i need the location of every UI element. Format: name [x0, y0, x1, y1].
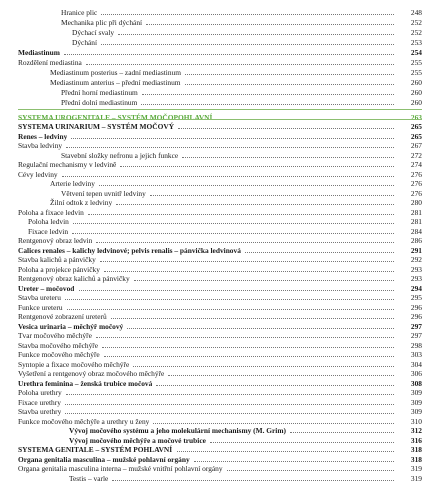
toc-entry-page: 303: [410, 350, 422, 359]
toc-entry: [0, 265, 432, 274]
dot-leader: [99, 179, 394, 186]
toc-entry-title: Vývoj močového systému a jeho molekulární mechanismy (M. Grim): [69, 426, 286, 435]
toc-entry-title: Ureter – močovod: [18, 284, 75, 293]
toc-entry: [0, 113, 432, 122]
dot-leader: [101, 38, 394, 45]
toc-entry: [0, 151, 432, 160]
toc-entry-title: Arterie ledviny: [50, 179, 95, 188]
dot-leader: [146, 18, 394, 25]
toc-entry-title: Přední horní mediastinum: [61, 88, 138, 97]
dot-leader: [111, 312, 394, 319]
toc-entry-page: 284: [410, 227, 422, 236]
dot-leader: [104, 265, 394, 272]
toc-entry: [0, 255, 432, 264]
dot-leader: [185, 68, 394, 75]
toc-entry-title: Funkce ureteru: [18, 303, 63, 312]
toc-entry-page: 260: [410, 88, 422, 97]
dot-leader: [65, 398, 394, 405]
toc-entry: [0, 350, 432, 359]
toc-entry: [0, 284, 432, 293]
toc-entry-title: Cévy ledviny: [18, 170, 58, 179]
dot-leader: [153, 417, 394, 424]
dot-leader: [104, 350, 394, 357]
toc-entry-title: Poloha ledvin: [28, 217, 69, 226]
toc-entry-title: Poloha a fixace ledvin: [18, 208, 84, 217]
toc-entry-page: 252: [410, 28, 422, 37]
toc-entry-page: 306: [410, 369, 422, 378]
toc-entry-title: Rentgenový obraz ledvin: [18, 236, 93, 245]
toc-entry-page: 309: [410, 398, 422, 407]
toc-entry-page: 265: [410, 132, 422, 141]
dot-leader: [177, 445, 394, 452]
toc-entry: [0, 474, 432, 483]
toc-entry-title: Tvar močového měchýře: [18, 331, 92, 340]
toc-entry: [0, 68, 432, 77]
toc-entry-title: Stavba ureteru: [18, 293, 61, 302]
dot-leader: [127, 322, 394, 329]
dot-leader: [112, 474, 394, 481]
toc-entry-title: Renes – ledviny: [18, 132, 68, 141]
dot-leader: [86, 58, 394, 65]
dot-leader: [156, 379, 394, 386]
toc-entry-title: Poloha urethry: [18, 388, 62, 397]
toc-entry: [0, 38, 432, 47]
toc-entry-page: 318: [410, 455, 422, 464]
dot-leader: [116, 198, 394, 205]
toc-entry-page: 319: [410, 474, 422, 483]
toc-entry: [0, 246, 432, 255]
toc-entry: [0, 141, 432, 150]
dot-leader: [67, 303, 394, 310]
toc-entry: [0, 445, 432, 454]
dot-leader: [66, 141, 394, 148]
toc-entry: [0, 217, 432, 226]
toc-entry-page: 319: [410, 464, 422, 473]
dot-leader: [100, 255, 394, 262]
toc-entry-page: 276: [410, 179, 422, 188]
toc-entry-title: Větvení tepen uvnitř ledviny: [61, 189, 146, 198]
dot-leader: [178, 122, 394, 129]
dot-leader: [65, 407, 394, 414]
dot-leader: [134, 274, 394, 281]
dot-leader: [133, 360, 394, 367]
toc-entry-title: Stavba močového měchýře: [18, 341, 99, 350]
toc-entry: [0, 417, 432, 426]
toc-entry: [0, 369, 432, 378]
dot-leader: [168, 369, 394, 376]
section-divider: [18, 109, 422, 110]
toc-entry-title: Mediastinum: [18, 48, 60, 57]
toc-entry-title: Syntopie a fixace močového měchýře: [18, 360, 130, 369]
toc-entry: [0, 398, 432, 407]
toc-entry-page: 254: [410, 48, 422, 57]
dot-leader: [102, 341, 394, 348]
dot-leader: [73, 217, 394, 224]
toc-entry-page: 260: [410, 78, 422, 87]
dot-leader: [194, 455, 394, 462]
toc-entry: [0, 198, 432, 207]
toc-entry: [0, 293, 432, 302]
toc-entry: [0, 28, 432, 37]
toc-entry-title: Poloha a projekce pánvičky: [18, 265, 100, 274]
toc-entry-title: Organa genitalia masculina – mužské pohlavní orgány: [18, 455, 190, 464]
toc-entry-title: Urethra feminina – ženská trubice močová: [18, 379, 153, 388]
dot-leader: [72, 227, 394, 234]
dot-leader: [88, 208, 394, 215]
toc-entry-title: Mediastinum posterius – zadní mediastinum: [50, 68, 181, 77]
toc-entry-page: 293: [410, 265, 422, 274]
dot-leader: [150, 189, 394, 196]
toc-entry-title: Stavba ledviny: [18, 141, 63, 150]
dot-leader: [120, 160, 394, 167]
toc-entry-page: 294: [410, 284, 422, 293]
toc-entry-page: 297: [410, 322, 422, 331]
toc-entry-page: 276: [410, 170, 422, 179]
toc-entry: [0, 227, 432, 236]
toc-entry-page: 296: [410, 303, 422, 312]
toc-entry-page: 297: [410, 331, 422, 340]
toc-entry-page: 252: [410, 18, 422, 27]
toc-entry-page: 248: [410, 8, 422, 17]
toc-entry: [0, 407, 432, 416]
toc-entry: [0, 48, 432, 57]
dot-leader: [65, 293, 394, 300]
dot-leader: [290, 426, 394, 433]
toc-entry: [0, 170, 432, 179]
toc-entry-title: Stavba kalichů a pánvičky: [18, 255, 96, 264]
toc-entry-page: 316: [410, 436, 422, 445]
toc-entry-title: Rentgenové zobrazení ureterů: [18, 312, 107, 321]
toc-entry-page: 255: [410, 58, 422, 67]
toc-entry: [0, 98, 432, 107]
toc-entry-page: 263: [410, 113, 422, 122]
toc-entry-title: Mechanika plic při dýchání: [61, 18, 143, 27]
section-divider: [18, 119, 422, 120]
toc-entry-title: Organa genitalia masculina interna – mužské vnitřní pohlavní orgány: [18, 464, 223, 473]
toc-entry: [0, 236, 432, 245]
toc-entry-page: 281: [410, 208, 422, 217]
toc-entry-page: 274: [410, 160, 422, 169]
dot-leader: [245, 246, 394, 253]
toc-entry-page: 296: [410, 312, 422, 321]
toc-entry-title: Mediastinum anterius – přední mediastinum: [50, 78, 181, 87]
toc-entry-title: SYSTEMA URINARIUM – SYSTÉM MOČOVÝ: [18, 122, 175, 131]
toc-entry-title: Funkce močového měchýře: [18, 350, 100, 359]
toc-entry-title: Stavba urethry: [18, 407, 62, 416]
toc-entry-title: SYSTEMA UROGENITALE – SYSTÉM MOČOPOHLAVNÍ: [18, 113, 213, 122]
dot-leader: [66, 388, 394, 395]
toc-entry-page: 312: [410, 426, 422, 435]
toc-entry-page: 276: [410, 189, 422, 198]
toc-entry-title: Žilní odtok z ledviny: [50, 198, 113, 207]
toc-entry: [0, 341, 432, 350]
toc-entry-title: Calices renales – kalichy ledvinové; pelvis renalis – pánvička ledvinová: [18, 246, 241, 255]
dot-leader: [71, 132, 394, 139]
toc-entry-page: 286: [410, 236, 422, 245]
toc-entry-page: 260: [410, 98, 422, 107]
toc-entry-page: 298: [410, 341, 422, 350]
toc-entry-page: 304: [410, 360, 422, 369]
toc-entry-title: Funkce močového měchýře a urethry u ženy: [18, 417, 150, 426]
toc-entry-page: 295: [410, 293, 422, 302]
toc-entry-page: 309: [410, 407, 422, 416]
toc-entry-title: Rozdělení mediastina: [18, 58, 82, 67]
toc-entry-title: Testis – varle: [69, 474, 109, 483]
toc-entry: [0, 274, 432, 283]
toc-entry: [0, 360, 432, 369]
toc-entry-page: 318: [410, 445, 422, 454]
toc-entry-page: 253: [410, 38, 422, 47]
toc-entry-title: Rentgenový obraz kalichů a pánvičky: [18, 274, 130, 283]
toc-entry: [0, 18, 432, 27]
toc-entry-page: 281: [410, 217, 422, 226]
toc-entry-page: 310: [410, 417, 422, 426]
toc-entry: [0, 189, 432, 198]
toc-entry-page: 267: [410, 141, 422, 150]
toc-entry: [0, 379, 432, 388]
toc-entry: [0, 464, 432, 473]
toc-entry-page: 272: [410, 151, 422, 160]
toc-entry: [0, 455, 432, 464]
dot-leader: [142, 88, 394, 95]
toc-entry: [0, 58, 432, 67]
toc-entry: [0, 8, 432, 17]
toc-entry: [0, 312, 432, 321]
toc-entry: [0, 331, 432, 340]
toc-entry: [0, 88, 432, 97]
toc-entry-title: SYSTEMA GENITALE – SYSTÉM POHLAVNÍ: [18, 445, 173, 454]
toc-entry-title: Vyšetření a rentgenový obraz močového měchýře: [18, 369, 165, 378]
toc-entry: [0, 179, 432, 188]
toc-entry-title: Vývoj močového měchýře a močové trubice: [69, 436, 206, 445]
toc-entry-page: 280: [410, 198, 422, 207]
dot-leader: [79, 284, 394, 291]
dot-leader: [96, 236, 394, 243]
toc-entry-page: 291: [410, 246, 422, 255]
toc-entry: [0, 78, 432, 87]
toc-entry-page: 265: [410, 122, 422, 131]
toc-entry-title: Vesica urinaria – měchýř močový: [18, 322, 124, 331]
dot-leader: [118, 28, 394, 35]
toc-entry: [0, 122, 432, 131]
toc-entry-title: Fixace urethry: [18, 398, 61, 407]
toc-entry-page: 309: [410, 388, 422, 397]
toc-entry: [0, 132, 432, 141]
toc-entry: [0, 388, 432, 397]
dot-leader: [62, 170, 394, 177]
toc-entry-title: Stavební složky nefronu a jejich funkce: [61, 151, 179, 160]
toc-entry-title: Hranice plic: [61, 8, 98, 17]
toc-entry: [0, 160, 432, 169]
dot-leader: [185, 78, 394, 85]
dot-leader: [210, 436, 394, 443]
dot-leader: [101, 8, 394, 15]
toc-entry: [0, 322, 432, 331]
toc-entry-title: Regulační mechanismy v ledvině: [18, 160, 117, 169]
dot-leader: [96, 331, 394, 338]
toc-entry-title: Dýchací svaly: [72, 28, 115, 37]
toc-entry: [0, 436, 432, 445]
dot-leader: [141, 98, 394, 105]
toc-entry-page: 255: [410, 68, 422, 77]
toc-entry: [0, 303, 432, 312]
dot-leader: [182, 151, 394, 158]
toc-entry-title: Přední dolní mediastinum: [61, 98, 138, 107]
dot-leader: [227, 464, 394, 471]
toc-entry: [0, 426, 432, 435]
toc-entry: [0, 208, 432, 217]
toc-entry-page: 292: [410, 255, 422, 264]
toc-entry-title: Dýchání: [72, 38, 98, 47]
toc-entry-page: 308: [410, 379, 422, 388]
toc-entry-title: Fixace ledvin: [28, 227, 69, 236]
toc-entry-page: 293: [410, 274, 422, 283]
dot-leader: [64, 48, 394, 55]
